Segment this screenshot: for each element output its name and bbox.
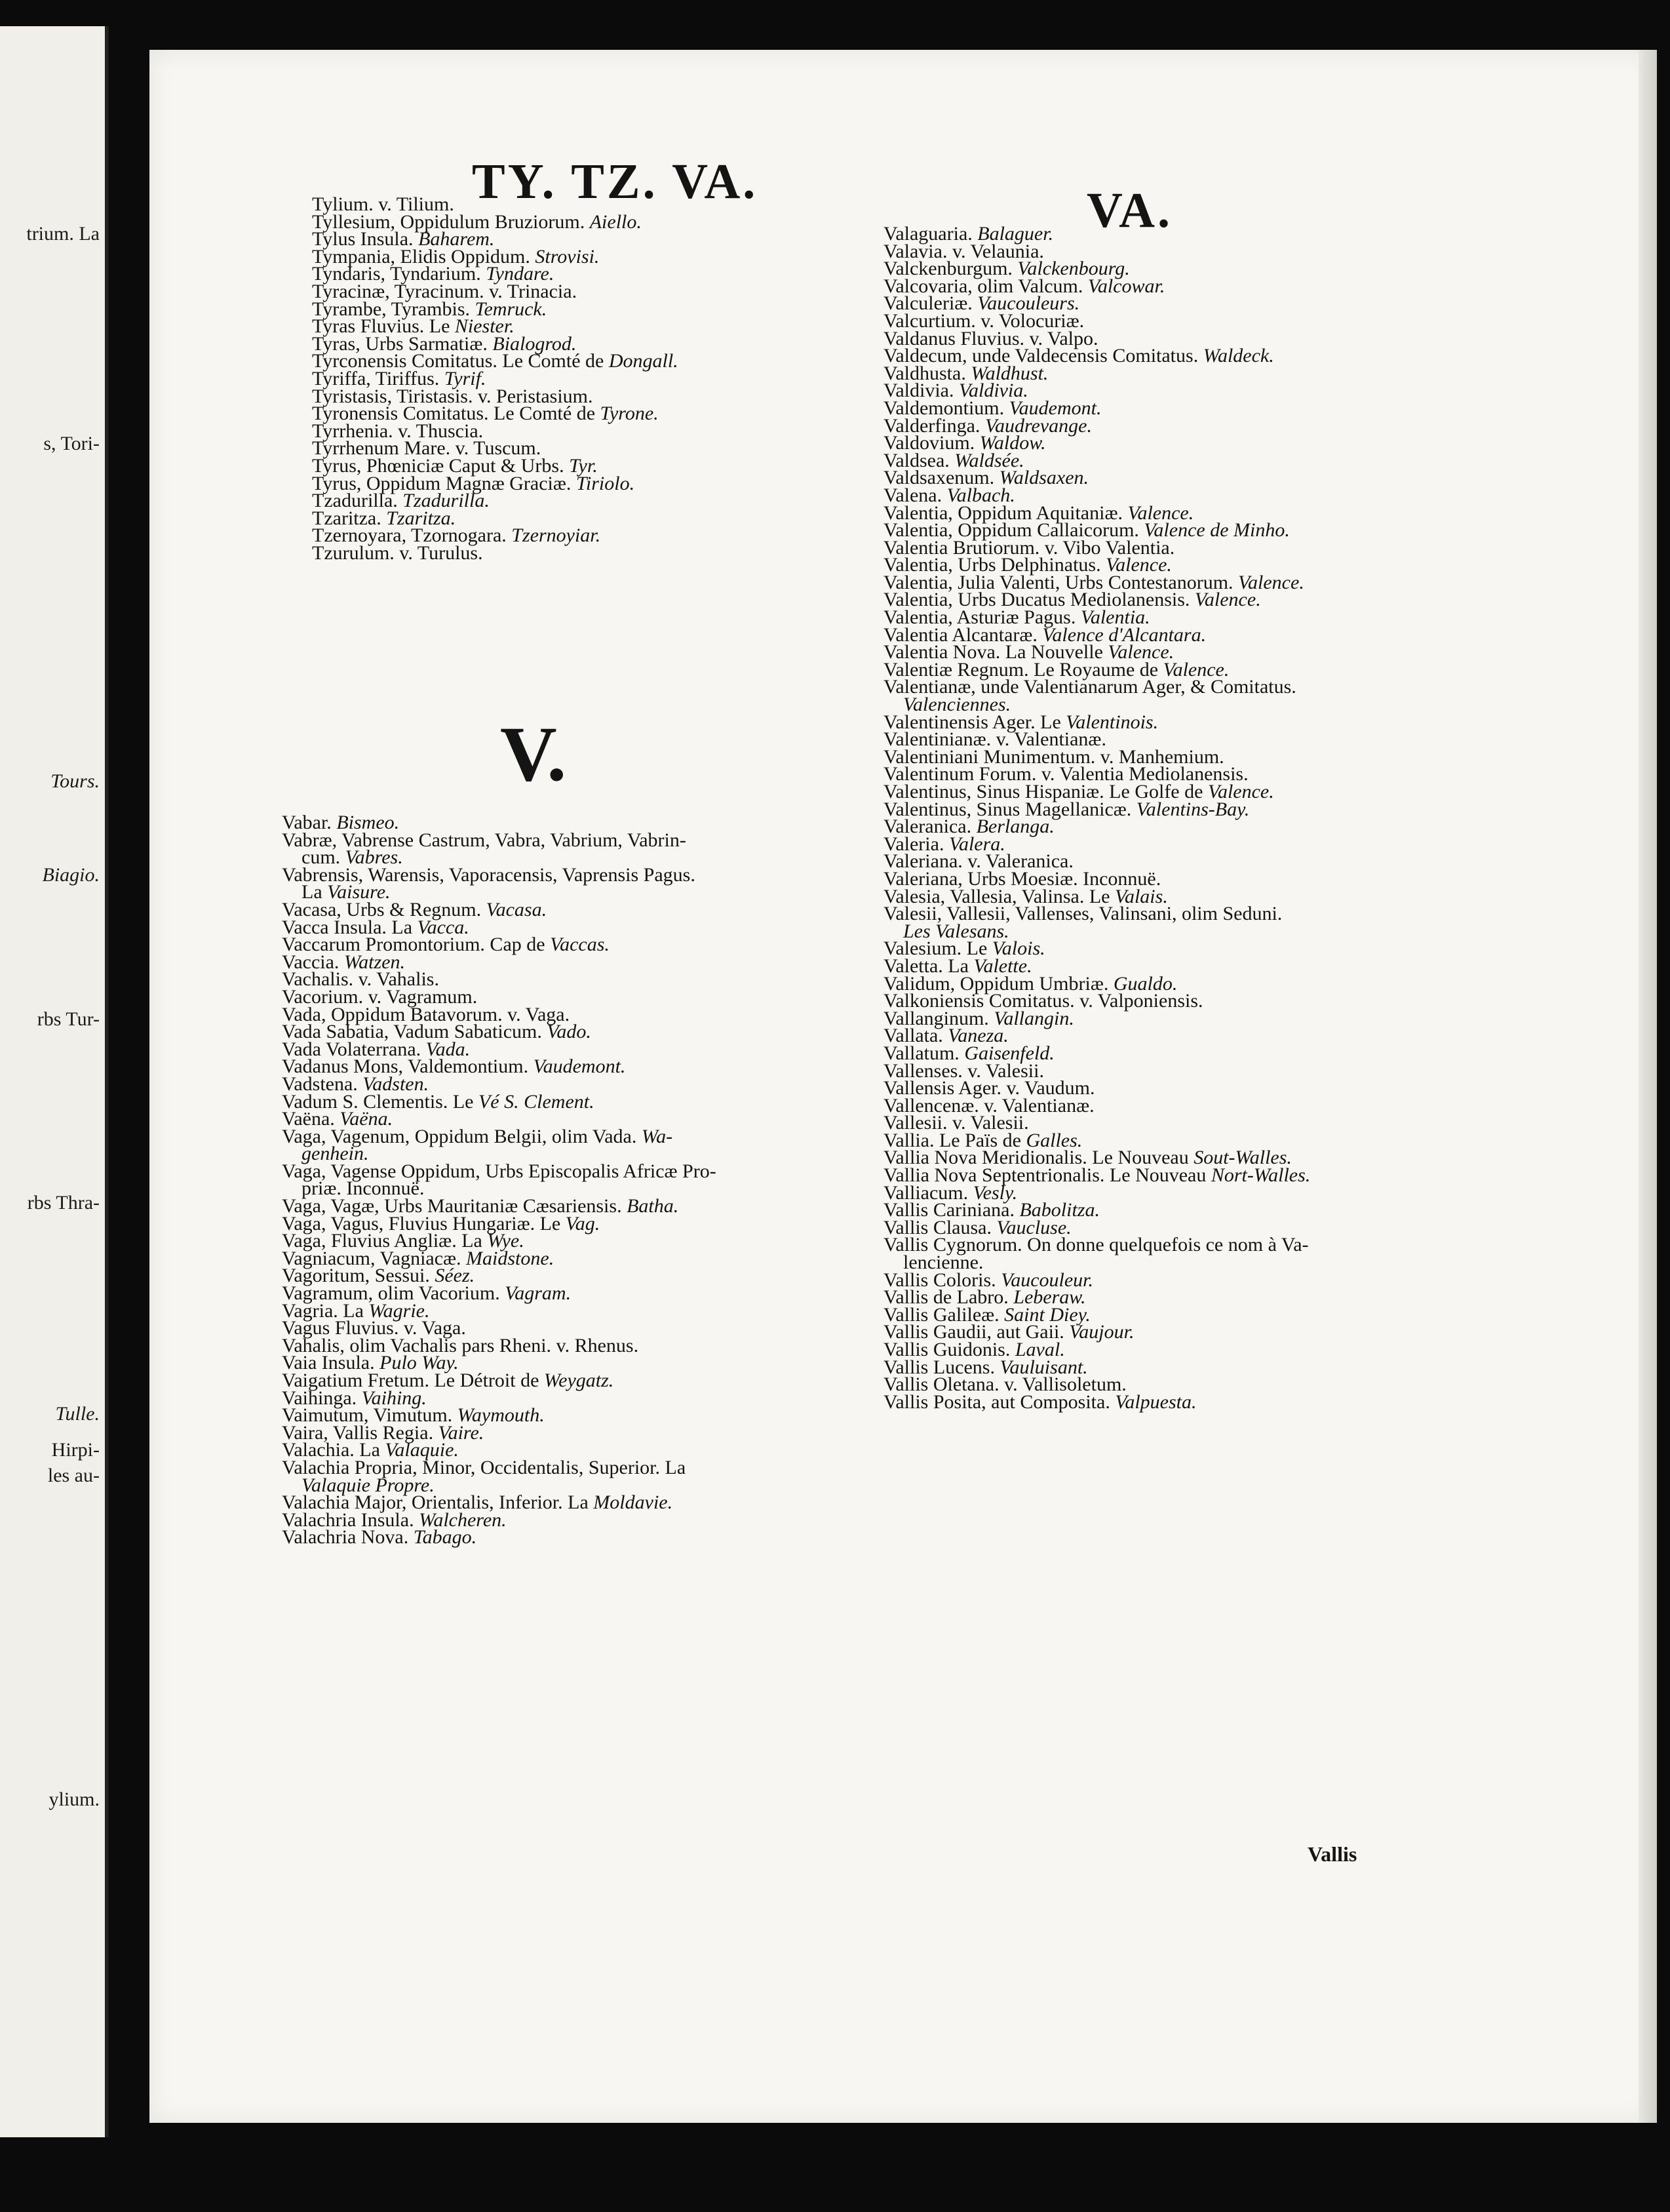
latin-name: Vallia Nova Septentrionalis. Le Nouveau xyxy=(884,1164,1207,1187)
facing-page-fragment-text: Biagio. xyxy=(42,864,100,886)
latin-name: Valculeriæ. xyxy=(884,292,973,315)
latin-name: Vallenses. v. Valesii. xyxy=(884,1059,1044,1082)
french-name: Vauluisant. xyxy=(1000,1356,1088,1378)
french-name: Waldhust. xyxy=(971,362,1049,384)
latin-name: Vallis de Labro. xyxy=(884,1286,1009,1309)
latin-name: Vallis Galileæ. xyxy=(884,1303,1000,1326)
french-name: Vaujour. xyxy=(1069,1321,1135,1343)
latin-name: Tyrambe, Tyrambis. xyxy=(312,298,471,320)
latin-name: Vacasa, Urbs & Regnum. xyxy=(282,898,482,920)
latin-name: Tyrus, Phœniciæ Caput & Urbs. xyxy=(312,454,564,477)
french-name: Vaccas. xyxy=(550,934,610,956)
latin-name: Valdanus Fluvius. v. Valpo. xyxy=(884,327,1098,349)
latin-name: Vallia. Le Païs de xyxy=(884,1129,1021,1151)
french-name: Vaudemont. xyxy=(1009,397,1102,419)
french-name: Balaguer. xyxy=(977,223,1054,245)
french-name: genhein. xyxy=(301,1143,369,1165)
french-name: Vaucouleur. xyxy=(1001,1269,1094,1291)
latin-name: Valena. xyxy=(884,484,942,506)
latin-name: Vaia Insula. xyxy=(282,1352,375,1374)
column-1-v-entries xyxy=(282,814,716,1547)
french-name: Watzen. xyxy=(343,951,405,973)
french-name: Vallangin. xyxy=(994,1007,1074,1029)
facing-page-fragment-text: s, Tori- xyxy=(43,433,100,454)
latin-name: Valentia, Asturiæ Pagus. xyxy=(884,606,1076,629)
latin-name: Tyracinæ, Tyracinum. v. Trinacia. xyxy=(312,280,577,302)
french-name: Batha. xyxy=(627,1195,679,1217)
latin-name: Vagoritum, Sessui. xyxy=(282,1265,430,1287)
french-name: Waldsée. xyxy=(954,449,1024,471)
french-name: Wye. xyxy=(487,1230,524,1252)
french-name: Wagrie. xyxy=(368,1299,430,1322)
latin-name: Valesium. Le xyxy=(884,938,988,960)
catchword: Vallis xyxy=(1308,1842,1357,1866)
latin-name: Valckenburgum. xyxy=(884,258,1013,280)
latin-name: Vachalis. v. Vahalis. xyxy=(282,968,439,991)
french-name: Bialogrod. xyxy=(492,332,577,355)
french-name: Babolitza. xyxy=(1019,1199,1100,1221)
latin-name: Vaga, Fluvius Angliæ. La xyxy=(282,1230,482,1252)
french-name: Moldavie. xyxy=(593,1491,673,1514)
french-name: Séez. xyxy=(435,1265,475,1287)
french-name: Wa- xyxy=(641,1125,673,1147)
latin-name: Vaëna. xyxy=(282,1108,335,1130)
dictionary-entry xyxy=(282,1526,716,1549)
french-name: Vaucouleurs. xyxy=(977,292,1080,315)
french-name: Valence. xyxy=(1238,571,1304,593)
latin-name: Valliacum. xyxy=(884,1181,969,1204)
latin-name: Vadanus Mons, Valdemontium. xyxy=(282,1056,529,1078)
left-running-header: TY. TZ. VA. xyxy=(472,154,758,209)
latin-name: Vacca Insula. La xyxy=(282,916,413,938)
latin-name: Tyndaris, Tyndarium. xyxy=(312,263,481,285)
latin-name: Valentia, Urbs Delphinatus. xyxy=(884,554,1101,576)
latin-name: Tyrrhenia. v. Thuscia. xyxy=(312,420,484,442)
latin-name: La xyxy=(301,881,322,903)
latin-name: Vahalis, olim Vachalis pars Rheni. v. Rhenus. xyxy=(282,1334,639,1356)
latin-name: Tzaritza. xyxy=(312,507,381,529)
french-name: Valentinois. xyxy=(1066,711,1159,733)
french-name: Vacca. xyxy=(417,916,469,938)
french-name: Vaisure. xyxy=(327,881,391,903)
latin-name: Valderfinga. xyxy=(884,414,981,437)
french-name: Baharem. xyxy=(418,228,495,250)
latin-name: Tyrus, Oppidum Magnæ Graciæ. xyxy=(312,472,572,494)
french-name: Waldsaxen. xyxy=(999,467,1089,489)
latin-name: Vallis Cariniana. xyxy=(884,1199,1015,1221)
latin-name: Valeriana, Urbs Moesiæ. Inconnuë. xyxy=(884,867,1161,890)
french-name: Dongall. xyxy=(608,350,678,372)
french-name: Valenciennes. xyxy=(903,694,1011,716)
french-name: Valentia. xyxy=(1080,606,1150,629)
latin-name: Valentinianæ. v. Valentianæ. xyxy=(884,728,1106,751)
french-name: Vaudrevange. xyxy=(984,414,1092,437)
latin-name: Vabar. xyxy=(282,812,332,833)
french-name: Gualdo. xyxy=(1113,972,1178,995)
facing-page-fragment-text: rbs Tur- xyxy=(37,1008,100,1030)
latin-name: Vaira, Vallis Regia. xyxy=(282,1421,434,1444)
facing-page-fragment-text: Tours. xyxy=(50,770,100,792)
latin-name: Tympania, Elidis Oppidum. xyxy=(312,245,530,267)
french-name: Sout-Walles. xyxy=(1194,1147,1292,1169)
french-name: Berlanga. xyxy=(976,816,1055,838)
french-name: Tzadurilla. xyxy=(402,490,490,512)
latin-name: Valdsaxenum. xyxy=(884,467,995,489)
latin-name: Vada, Oppidum Batavorum. v. Vaga. xyxy=(282,1003,570,1025)
right-running-header: VA. xyxy=(1087,183,1173,238)
french-name: Vadsten. xyxy=(362,1073,429,1095)
latin-name: Vaihinga. xyxy=(282,1387,357,1409)
french-name: Valence. xyxy=(1108,641,1175,663)
french-name: Valence. xyxy=(1207,781,1274,802)
french-name: Maidstone. xyxy=(466,1247,554,1269)
french-name: Les Valesans. xyxy=(903,920,1009,942)
latin-name: Valeriana. v. Valeranica. xyxy=(884,850,1074,873)
french-name: Vaucluse. xyxy=(996,1216,1072,1238)
latin-name: Vagus Fluvius. v. Vaga. xyxy=(282,1317,466,1339)
latin-name: Vaigatium Fretum. Le Détroit de xyxy=(282,1370,539,1391)
french-name: Tiriolo. xyxy=(575,472,635,494)
latin-name: Valesii, Vallesii, Vallenses, Valinsani, olim Seduni. xyxy=(884,903,1283,925)
french-name: Vaudemont. xyxy=(533,1056,626,1078)
latin-name: Valachia. La xyxy=(282,1439,380,1461)
french-name: Valaquie Propre. xyxy=(301,1474,435,1496)
latin-name: Valcovaria, olim Valcum. xyxy=(884,275,1083,297)
latin-name: Valeria. xyxy=(884,833,944,855)
latin-name: Valdovium. xyxy=(884,432,975,454)
french-name: Valence. xyxy=(1106,554,1172,576)
latin-name: Vaimutum, Vimutum. xyxy=(282,1404,453,1427)
page-edge xyxy=(1639,50,1657,2123)
latin-name: Valetta. La xyxy=(884,955,969,977)
french-name: Vaihing. xyxy=(361,1387,427,1409)
latin-name: Valdemontium. xyxy=(884,397,1005,419)
french-name: Valette. xyxy=(973,955,1032,977)
facing-page-fragment-text: les au- xyxy=(47,1465,100,1486)
french-name: Valence d'Alcantara. xyxy=(1042,623,1207,646)
latin-name: Valeranica. xyxy=(884,816,972,838)
facing-page-fragment xyxy=(0,26,109,2137)
latin-name: Tzadurilla. xyxy=(312,490,398,512)
french-name: Saint Diey. xyxy=(1004,1303,1091,1326)
latin-name: Valachia Major, Orientalis, Inferior. La xyxy=(282,1491,589,1514)
french-name: Vé S. Clement. xyxy=(478,1090,594,1113)
column-2-entries xyxy=(884,223,1311,1413)
latin-name: Valentianæ, unde Valentianarum Ager, & Comitatus. xyxy=(884,676,1296,698)
latin-name: priæ. Inconnuë. xyxy=(301,1177,425,1200)
latin-name: Tylus Insula. xyxy=(312,228,414,250)
latin-name: Valachia Propria, Minor, Occidentalis, Superior. La xyxy=(282,1456,686,1478)
latin-name: Vallis Clausa. xyxy=(884,1216,992,1238)
dictionary-page xyxy=(149,50,1657,2123)
french-name: Waymouth. xyxy=(457,1404,545,1427)
latin-name: Valentia, Oppidum Aquitaniæ. xyxy=(884,502,1123,524)
latin-name: Valkoniensis Comitatus. v. Valponiensis. xyxy=(884,990,1203,1012)
french-name: Vesly. xyxy=(973,1181,1018,1204)
facing-page-fragment-text: rbs Thra- xyxy=(27,1192,100,1214)
latin-name: Vallensis Ager. v. Vaudum. xyxy=(884,1077,1095,1099)
latin-name: Vallia Nova Meridionalis. Le Nouveau xyxy=(884,1147,1189,1169)
latin-name: Valentia, Oppidum Callaicorum. xyxy=(884,519,1139,542)
french-name: Waldow. xyxy=(979,432,1046,454)
latin-name: Vaga, Vagense Oppidum, Urbs Episcopalis Africæ Pro- xyxy=(282,1160,716,1182)
latin-name: Tylium. v. Tilium. xyxy=(312,193,454,215)
latin-name: Valachria Insula. xyxy=(282,1509,414,1531)
french-name: Valera. xyxy=(948,833,1005,855)
french-name: Pulo Way. xyxy=(379,1352,459,1374)
latin-name: Vaga, Vagenum, Oppidum Belgii, olim Vada. xyxy=(282,1125,637,1147)
french-name: Temruck. xyxy=(475,298,547,320)
latin-name: Vallata. xyxy=(884,1025,943,1047)
latin-name: Vallesii. v. Valesii. xyxy=(884,1112,1029,1134)
french-name: Tzaritza. xyxy=(386,507,456,529)
latin-name: Valentinus, Sinus Magellanicæ. xyxy=(884,798,1132,820)
french-name: Waldeck. xyxy=(1203,345,1274,367)
facing-page-fragment-text: Tulle. xyxy=(55,1403,100,1425)
french-name: Vaire. xyxy=(438,1421,484,1444)
latin-name: Valcurtium. v. Volocuriæ. xyxy=(884,309,1085,332)
latin-name: Valentia, Julia Valenti, Urbs Contestanorum. xyxy=(884,571,1233,593)
latin-name: Valentia Alcantaræ. xyxy=(884,623,1038,646)
french-name: Vagram. xyxy=(505,1282,572,1305)
latin-name: Vada Volaterrana. xyxy=(282,1038,421,1060)
latin-name: Tyras Fluvius. Le xyxy=(312,315,450,338)
latin-name: Valentia Nova. La Nouvelle xyxy=(884,641,1103,663)
french-name: Tyndare. xyxy=(486,263,554,285)
latin-name: Validum, Oppidum Umbriæ. xyxy=(884,972,1109,995)
latin-name: Vaga, Vagus, Fluvius Hungariæ. Le xyxy=(282,1212,561,1234)
dictionary-entry xyxy=(312,542,678,564)
latin-name: Vallis Coloris. xyxy=(884,1269,996,1291)
latin-name: Valdsea. xyxy=(884,449,950,471)
french-name: Tyrif. xyxy=(444,367,486,389)
french-name: Vaëna. xyxy=(340,1108,393,1130)
latin-name: Vabræ, Vabrense Castrum, Vabra, Vabrium, Vabrin- xyxy=(282,829,686,851)
french-name: Tyrone. xyxy=(600,403,659,425)
latin-name: Valdivia. xyxy=(884,380,954,402)
latin-name: Vadum S. Clementis. Le xyxy=(282,1090,474,1113)
french-name: Valais. xyxy=(1114,885,1168,907)
french-name: Valence. xyxy=(1194,589,1261,611)
french-name: Valckenbourg. xyxy=(1017,258,1130,280)
latin-name: Valentiniani Munimentum. v. Manhemium. xyxy=(884,745,1224,768)
latin-name: Tyriffa, Tiriffus. xyxy=(312,367,440,389)
latin-name: Valaguaria. xyxy=(884,223,973,245)
latin-name: Vallis Lucens. xyxy=(884,1356,995,1378)
french-name: Niester. xyxy=(454,315,515,338)
latin-name: Valavia. v. Velaunia. xyxy=(884,240,1044,262)
latin-name: Tzurulum. v. Turulus. xyxy=(312,542,483,564)
latin-name: Vallis Posita, aut Composita. xyxy=(884,1391,1110,1413)
french-name: Leberaw. xyxy=(1013,1286,1086,1309)
latin-name: Vaccarum Promontorium. Cap de xyxy=(282,934,545,956)
latin-name: Vallencenæ. v. Valentianæ. xyxy=(884,1094,1095,1116)
latin-name: Vallanginum. xyxy=(884,1007,989,1029)
latin-name: Tyras, Urbs Sarmatiæ. xyxy=(312,332,488,355)
french-name: Nort-Walles. xyxy=(1211,1164,1311,1187)
french-name: Galles. xyxy=(1026,1129,1083,1151)
french-name: Vada. xyxy=(425,1038,471,1060)
latin-name: Valentinensis Ager. Le xyxy=(884,711,1061,733)
french-name: Bismeo. xyxy=(336,812,400,833)
french-name: Tabago. xyxy=(413,1526,477,1549)
latin-name: Vallatum. xyxy=(884,1042,960,1064)
section-letter: V. xyxy=(500,710,567,797)
latin-name: Valentia Brutiorum. v. Vibo Valentia. xyxy=(884,536,1175,559)
french-name: Valentins-Bay. xyxy=(1136,798,1250,820)
french-name: Vaneza. xyxy=(948,1025,1009,1047)
column-1-top-entries xyxy=(312,193,678,564)
french-name: Vado. xyxy=(547,1021,591,1043)
latin-name: Valachria Nova. xyxy=(282,1526,409,1549)
latin-name: Vaga, Vagæ, Urbs Mauritaniæ Cæsariensis. xyxy=(282,1195,622,1217)
french-name: Laval. xyxy=(1015,1339,1065,1360)
latin-name: Vallis Oletana. v. Vallisoletum. xyxy=(884,1373,1127,1396)
french-name: Valence de Minho. xyxy=(1144,519,1290,542)
latin-name: Valesia, Vallesia, Valinsa. Le xyxy=(884,885,1110,907)
french-name: Vacasa. xyxy=(486,898,547,920)
latin-name: Tyrrhenum Mare. v. Tuscum. xyxy=(312,437,541,460)
latin-name: Vallis Cygnorum. On donne quelquefois ce nom à Va- xyxy=(884,1234,1309,1256)
latin-name: Valentinum Forum. v. Valentia Mediolanensis. xyxy=(884,763,1249,785)
facing-page-fragment-text: trium. La xyxy=(26,223,100,245)
french-name: Valpuesta. xyxy=(1115,1391,1197,1413)
french-name: Tzernoyiar. xyxy=(511,524,601,547)
latin-name: Tyllesium, Oppidulum Bruziorum. xyxy=(312,210,585,233)
latin-name: Tyristasis, Tiristasis. v. Peristasium. xyxy=(312,385,593,407)
french-name: Vabres. xyxy=(345,846,403,869)
latin-name: lencienne. xyxy=(903,1252,984,1274)
latin-name: Tyronensis Comitatus. Le Comté de xyxy=(312,403,596,425)
french-name: Valbach. xyxy=(946,484,1015,506)
latin-name: Vagniacum, Vagniacæ. xyxy=(282,1247,461,1269)
latin-name: Vagramum, olim Vacorium. xyxy=(282,1282,500,1305)
latin-name: Vacorium. v. Vagramum. xyxy=(282,985,478,1008)
latin-name: Vadstena. xyxy=(282,1073,358,1095)
french-name: Valois. xyxy=(992,938,1045,960)
french-name: Strovisi. xyxy=(535,245,600,267)
latin-name: Valentinus, Sinus Hispaniæ. Le Golfe de xyxy=(884,781,1203,802)
french-name: Walcheren. xyxy=(419,1509,507,1531)
latin-name: Vagria. La xyxy=(282,1299,364,1322)
latin-name: Valentia, Urbs Ducatus Mediolanensis. xyxy=(884,589,1190,611)
french-name: Valence. xyxy=(1163,658,1230,681)
latin-name: Valentiæ Regnum. Le Royaume de xyxy=(884,658,1159,681)
latin-name: Vallis Gaudii, aut Gaii. xyxy=(884,1321,1064,1343)
french-name: Valaquie. xyxy=(385,1439,459,1461)
french-name: Tyr. xyxy=(569,454,598,477)
dictionary-entry xyxy=(884,1391,1310,1413)
facing-page-fragment-text: Hirpi- xyxy=(51,1439,100,1461)
latin-name: Vallis Guidonis. xyxy=(884,1339,1011,1360)
french-name: Weygatz. xyxy=(543,1370,614,1391)
facing-page-fragment-text: ylium. xyxy=(49,1788,100,1810)
latin-name: Vabrensis, Warensis, Vaporacensis, Vaprensis Pagus. xyxy=(282,863,695,886)
french-name: Vag. xyxy=(565,1212,600,1234)
latin-name: Tzernoyara, Tzornogara. xyxy=(312,524,507,547)
french-name: Valence. xyxy=(1127,502,1194,524)
latin-name: Vaccia. xyxy=(282,951,340,973)
french-name: Aiello. xyxy=(589,210,642,233)
latin-name: Valdecum, unde Valdecensis Comitatus. xyxy=(884,345,1199,367)
latin-name: Vada Sabatia, Vadum Sabaticum. xyxy=(282,1021,542,1043)
french-name: Gaisenfeld. xyxy=(964,1042,1055,1064)
french-name: Valcowar. xyxy=(1087,275,1165,297)
french-name: Valdivia. xyxy=(958,380,1028,402)
latin-name: Tyrconensis Comitatus. Le Comté de xyxy=(312,350,604,372)
latin-name: Valdhusta. xyxy=(884,362,966,384)
latin-name: cum. xyxy=(301,846,341,869)
